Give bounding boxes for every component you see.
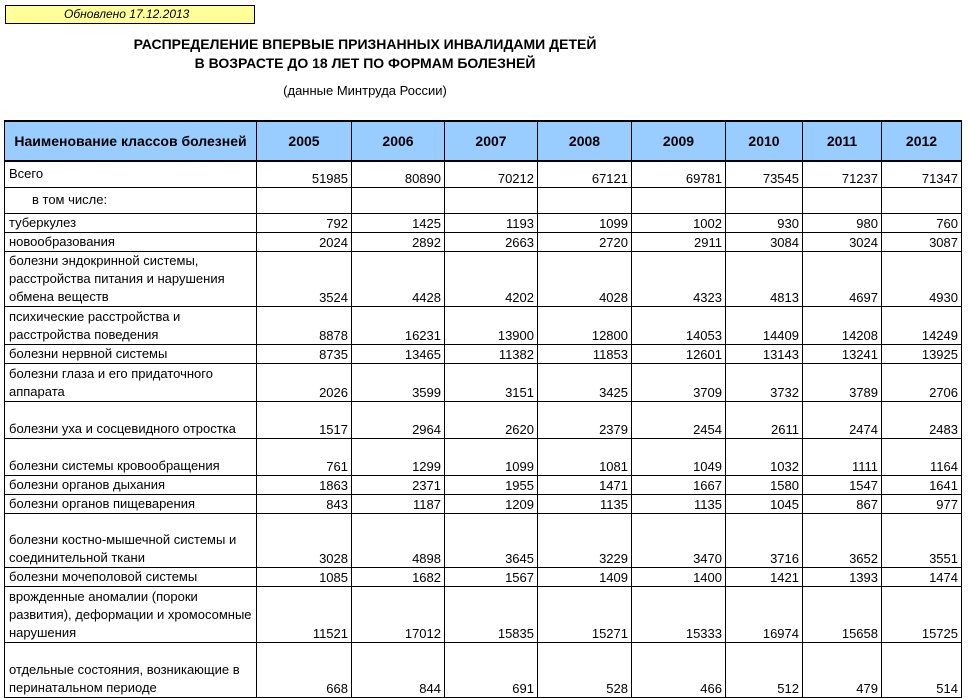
table-header-row <box>5 121 962 161</box>
cell-value: 2026 <box>257 363 352 401</box>
cell-value: 3652 <box>803 513 882 567</box>
cell-value: 3716 <box>726 513 803 567</box>
cell-value: 668 <box>257 642 352 697</box>
cell-value: 3084 <box>726 232 803 251</box>
cell-value <box>352 187 445 213</box>
cell-value: 73545 <box>726 161 803 187</box>
cell-value: 15333 <box>632 586 726 642</box>
cell-value: 69781 <box>632 161 726 187</box>
header-year: 2007 <box>445 121 538 161</box>
cell-value: 1111 <box>803 438 882 475</box>
cell-value: 792 <box>257 213 352 232</box>
cell-value: 3599 <box>352 363 445 401</box>
cell-value: 479 <box>803 642 882 697</box>
cell-value: 16231 <box>352 306 445 344</box>
table-row <box>5 344 962 363</box>
cell-value: 12601 <box>632 344 726 363</box>
title-line-2: В ВОЗРАСТЕ ДО 18 ЛЕТ ПО ФОРМАМ БОЛЕЗНЕЙ <box>194 55 536 71</box>
cell-value: 2454 <box>632 401 726 438</box>
table-row <box>5 642 962 697</box>
row-name: в том числе: <box>5 187 257 213</box>
cell-value: 1187 <box>352 494 445 513</box>
cell-value: 691 <box>445 642 538 697</box>
cell-value: 844 <box>352 642 445 697</box>
cell-value: 15271 <box>538 586 632 642</box>
cell-value: 466 <box>632 642 726 697</box>
header-year: 2009 <box>632 121 726 161</box>
cell-value: 512 <box>726 642 803 697</box>
row-name: болезни органов пищеварения <box>5 494 257 513</box>
cell-value: 51985 <box>257 161 352 187</box>
cell-value: 4428 <box>352 251 445 306</box>
cell-value: 12800 <box>538 306 632 344</box>
row-name: болезни органов дыхания <box>5 475 257 494</box>
cell-value: 1667 <box>632 475 726 494</box>
table-row <box>5 438 962 475</box>
header-year: 2008 <box>538 121 632 161</box>
cell-value: 13925 <box>882 344 962 363</box>
cell-value: 1641 <box>882 475 962 494</box>
header-year: 2006 <box>352 121 445 161</box>
cell-value: 15725 <box>882 586 962 642</box>
title-line-1: РАСПРЕДЕЛЕНИЕ ВПЕРВЫЕ ПРИЗНАННЫХ ИНВАЛИДАМИ ДЕТЕЙ <box>133 36 597 52</box>
cell-value: 13465 <box>352 344 445 363</box>
row-name: новообразования <box>5 232 257 251</box>
cell-value: 1682 <box>352 567 445 586</box>
cell-value: 1099 <box>445 438 538 475</box>
cell-value: 14208 <box>803 306 882 344</box>
cell-value: 13900 <box>445 306 538 344</box>
cell-value: 2911 <box>632 232 726 251</box>
cell-value: 1863 <box>257 475 352 494</box>
cell-value: 1085 <box>257 567 352 586</box>
cell-value: 1081 <box>538 438 632 475</box>
row-name: психические расстройства и расстройства поведения <box>5 306 257 344</box>
cell-value: 3645 <box>445 513 538 567</box>
cell-value <box>632 187 726 213</box>
page-title <box>0 35 730 73</box>
table-row <box>5 363 962 401</box>
cell-value: 930 <box>726 213 803 232</box>
cell-value: 11521 <box>257 586 352 642</box>
cell-value: 514 <box>882 642 962 697</box>
cell-value <box>257 187 352 213</box>
cell-value: 3551 <box>882 513 962 567</box>
cell-value: 3709 <box>632 363 726 401</box>
cell-value: 3151 <box>445 363 538 401</box>
cell-value: 1547 <box>803 475 882 494</box>
cell-value: 8735 <box>257 344 352 363</box>
cell-value: 980 <box>803 213 882 232</box>
table-row <box>5 586 962 642</box>
cell-value: 67121 <box>538 161 632 187</box>
cell-value: 1517 <box>257 401 352 438</box>
cell-value: 2892 <box>352 232 445 251</box>
cell-value: 80890 <box>352 161 445 187</box>
header-name: Наименование классов болезней <box>5 121 257 161</box>
cell-value: 3470 <box>632 513 726 567</box>
cell-value: 2706 <box>882 363 962 401</box>
row-name: отдельные состояния, возникающие в перинатальном периоде <box>5 642 257 697</box>
table-row <box>5 494 962 513</box>
cell-value: 1032 <box>726 438 803 475</box>
cell-value: 11382 <box>445 344 538 363</box>
row-name: врожденные аномалии (пороки развития), деформации и хромосомные нарушения <box>5 586 257 642</box>
cell-value: 3789 <box>803 363 882 401</box>
table-row <box>5 306 962 344</box>
cell-value: 3732 <box>726 363 803 401</box>
cell-value: 1409 <box>538 567 632 586</box>
cell-value: 843 <box>257 494 352 513</box>
cell-value: 13241 <box>803 344 882 363</box>
table-row <box>5 401 962 438</box>
cell-value: 1393 <box>803 567 882 586</box>
cell-value: 2371 <box>352 475 445 494</box>
cell-value: 1299 <box>352 438 445 475</box>
cell-value <box>882 187 962 213</box>
cell-value: 2474 <box>803 401 882 438</box>
cell-value: 1400 <box>632 567 726 586</box>
cell-value: 1049 <box>632 438 726 475</box>
cell-value: 1421 <box>726 567 803 586</box>
cell-value: 1002 <box>632 213 726 232</box>
cell-value: 2379 <box>538 401 632 438</box>
header-year: 2005 <box>257 121 352 161</box>
cell-value: 17012 <box>352 586 445 642</box>
cell-value: 11853 <box>538 344 632 363</box>
row-name: Всего <box>5 161 257 187</box>
row-name: болезни системы кровообращения <box>5 438 257 475</box>
cell-value: 71237 <box>803 161 882 187</box>
cell-value: 1209 <box>445 494 538 513</box>
row-name: болезни эндокринной системы, расстройства питания и нарушения обмена веществ <box>5 251 257 306</box>
table-row <box>5 475 962 494</box>
cell-value: 1193 <box>445 213 538 232</box>
cell-value: 15658 <box>803 586 882 642</box>
cell-value: 1045 <box>726 494 803 513</box>
cell-value: 1471 <box>538 475 632 494</box>
cell-value: 4813 <box>726 251 803 306</box>
cell-value: 1580 <box>726 475 803 494</box>
cell-value: 1164 <box>882 438 962 475</box>
updated-date-badge: Обновлено 17.12.2013 <box>5 5 255 24</box>
cell-value: 4323 <box>632 251 726 306</box>
cell-value: 1425 <box>352 213 445 232</box>
row-name: болезни костно-мышечной системы и соединительной ткани <box>5 513 257 567</box>
cell-value: 8878 <box>257 306 352 344</box>
cell-value: 70212 <box>445 161 538 187</box>
row-name: болезни нервной системы <box>5 344 257 363</box>
cell-value: 2024 <box>257 232 352 251</box>
cell-value: 3229 <box>538 513 632 567</box>
cell-value: 3028 <box>257 513 352 567</box>
cell-value: 1955 <box>445 475 538 494</box>
cell-value: 14409 <box>726 306 803 344</box>
cell-value: 1474 <box>882 567 962 586</box>
cell-value: 14053 <box>632 306 726 344</box>
cell-value: 1099 <box>538 213 632 232</box>
table-row <box>5 567 962 586</box>
cell-value <box>803 187 882 213</box>
table-row <box>5 232 962 251</box>
cell-value: 2483 <box>882 401 962 438</box>
row-name: болезни глаза и его придаточного аппарата <box>5 363 257 401</box>
header-year: 2011 <box>803 121 882 161</box>
table-row <box>5 251 962 306</box>
cell-value <box>538 187 632 213</box>
cell-value: 4697 <box>803 251 882 306</box>
cell-value <box>445 187 538 213</box>
cell-value <box>726 187 803 213</box>
cell-value: 2620 <box>445 401 538 438</box>
row-name: болезни уха и сосцевидного отростка <box>5 401 257 438</box>
cell-value: 1135 <box>538 494 632 513</box>
table-row <box>5 513 962 567</box>
cell-value: 2720 <box>538 232 632 251</box>
disease-table <box>4 120 962 698</box>
page-subtitle: (данные Минтруда России) <box>283 83 447 98</box>
cell-value: 13143 <box>726 344 803 363</box>
cell-value: 3524 <box>257 251 352 306</box>
cell-value: 14249 <box>882 306 962 344</box>
header-year: 2010 <box>726 121 803 161</box>
cell-value: 71347 <box>882 161 962 187</box>
cell-value: 2611 <box>726 401 803 438</box>
row-name: туберкулез <box>5 213 257 232</box>
cell-value: 3087 <box>882 232 962 251</box>
cell-value: 867 <box>803 494 882 513</box>
cell-value: 16974 <box>726 586 803 642</box>
cell-value: 760 <box>882 213 962 232</box>
cell-value: 4202 <box>445 251 538 306</box>
cell-value: 1567 <box>445 567 538 586</box>
cell-value: 4930 <box>882 251 962 306</box>
cell-value: 4028 <box>538 251 632 306</box>
header-year: 2012 <box>882 121 962 161</box>
table-row <box>5 213 962 232</box>
cell-value: 2663 <box>445 232 538 251</box>
table-row <box>5 161 962 187</box>
cell-value: 528 <box>538 642 632 697</box>
cell-value: 3024 <box>803 232 882 251</box>
row-name: болезни мочеполовой системы <box>5 567 257 586</box>
cell-value: 3425 <box>538 363 632 401</box>
cell-value: 15835 <box>445 586 538 642</box>
cell-value: 977 <box>882 494 962 513</box>
cell-value: 1135 <box>632 494 726 513</box>
cell-value: 2964 <box>352 401 445 438</box>
table-row <box>5 187 962 213</box>
cell-value: 4898 <box>352 513 445 567</box>
cell-value: 761 <box>257 438 352 475</box>
